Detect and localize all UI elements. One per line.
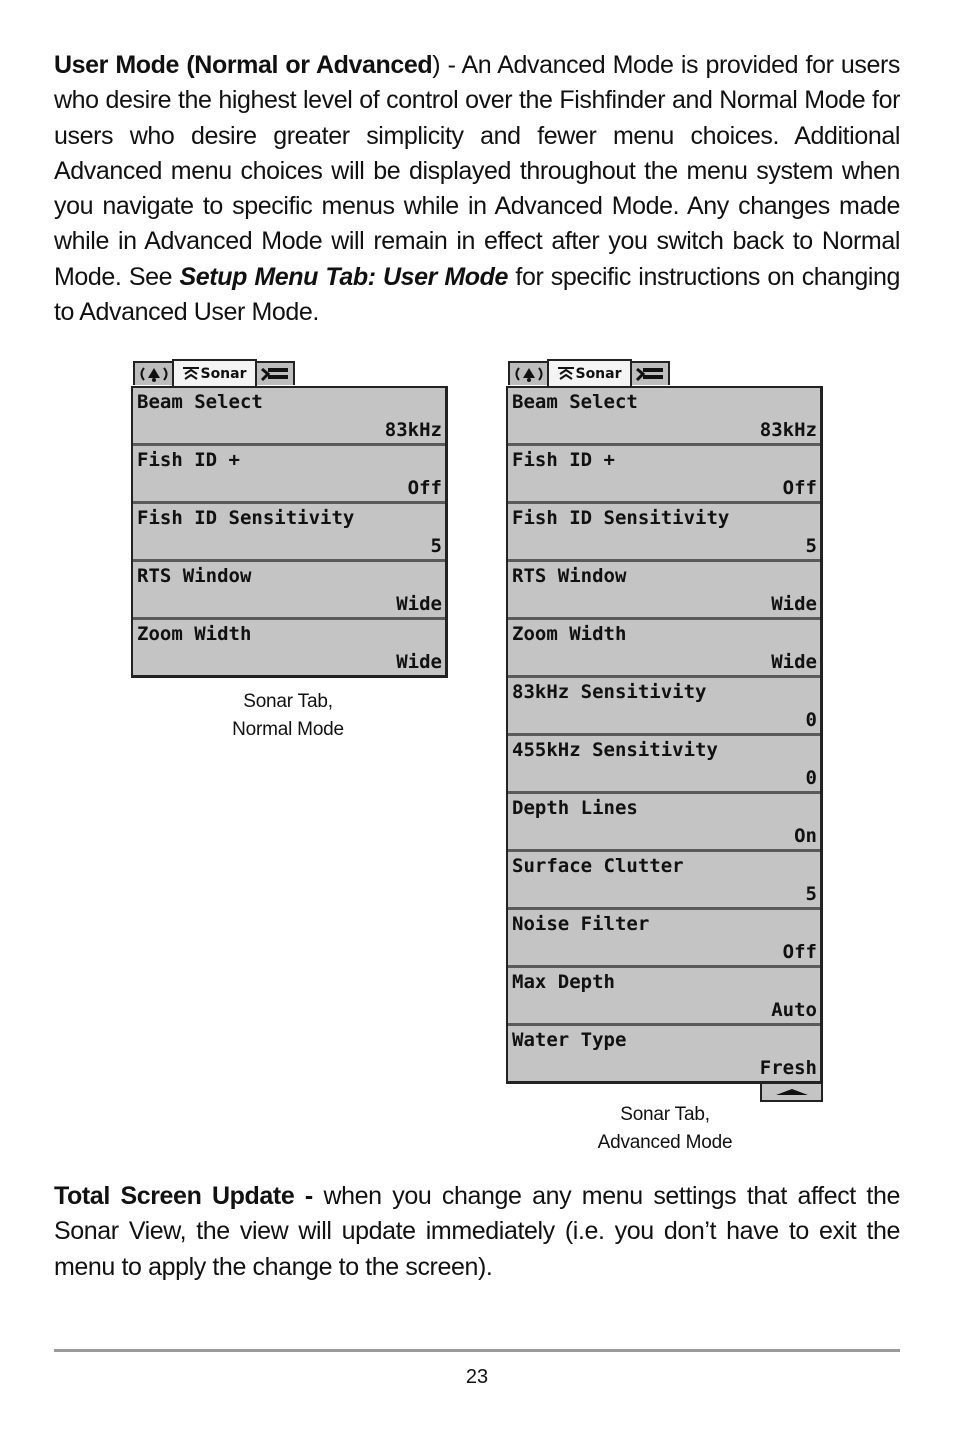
menu-item[interactable] xyxy=(508,968,820,1026)
menu-item-value: Wide xyxy=(771,651,817,673)
menu-item-label: Max Depth xyxy=(512,971,615,993)
sonar-icon xyxy=(182,367,200,381)
menu-item-value: 0 xyxy=(805,709,817,731)
menu-item-value: Wide xyxy=(771,593,817,615)
page-number: 23 xyxy=(465,1366,489,1388)
menu-item[interactable] xyxy=(133,446,445,504)
tab-setup[interactable] xyxy=(255,361,295,385)
menu-items xyxy=(506,386,823,1084)
menu-item-value: 83kHz xyxy=(759,419,817,441)
setup-reference: Setup Menu Tab: User Mode xyxy=(179,262,509,291)
menu-tabs xyxy=(131,359,448,386)
sonar-menu-normal xyxy=(131,359,448,678)
menu-item-label: Fish ID Sensitivity xyxy=(512,507,730,529)
menu-item[interactable] xyxy=(508,620,820,678)
menu-item-label: Water Type xyxy=(512,1029,627,1051)
menu-item[interactable] xyxy=(133,388,445,446)
sonar-menu-advanced xyxy=(506,359,823,1084)
menu-tabs xyxy=(506,359,823,386)
setup-wrench-icon xyxy=(635,366,665,382)
menu-item[interactable] xyxy=(133,562,445,620)
menu-item-label: 83kHz Sensitivity xyxy=(512,681,707,703)
menu-item-label: RTS Window xyxy=(137,565,252,587)
menu-item-value: Fresh xyxy=(759,1057,817,1079)
menu-item[interactable] xyxy=(508,852,820,910)
menu-item[interactable] xyxy=(508,910,820,968)
menu-item[interactable] xyxy=(133,504,445,562)
menu-item[interactable] xyxy=(508,388,820,446)
menu-item-value: 5 xyxy=(805,535,817,557)
menu-item[interactable] xyxy=(508,504,820,562)
tab-sonar[interactable] xyxy=(547,359,632,386)
menu-item-label: Beam Select xyxy=(137,391,263,413)
user-mode-term: User Mode (Normal or Advanced xyxy=(54,51,433,79)
tab-alarms[interactable] xyxy=(508,361,550,385)
menu-item[interactable] xyxy=(133,620,445,675)
caption-line: Normal Mode xyxy=(232,719,344,740)
menu-item-label: Depth Lines xyxy=(512,797,638,819)
menu-item-value: Wide xyxy=(396,593,442,615)
menu-item[interactable] xyxy=(508,678,820,736)
menu-item-value: Auto xyxy=(771,999,817,1021)
caption-normal-mode xyxy=(188,688,388,744)
scroll-up-arrow-icon xyxy=(772,1087,812,1097)
user-mode-paragraph xyxy=(54,48,900,330)
menu-item[interactable] xyxy=(508,446,820,504)
alarm-bell-icon xyxy=(512,366,546,382)
menu-item-label: RTS Window xyxy=(512,565,627,587)
menu-item[interactable] xyxy=(508,1026,820,1081)
caption-advanced-mode xyxy=(565,1101,765,1157)
tab-sonar-label: Sonar xyxy=(575,365,622,382)
menu-item-value: Off xyxy=(407,477,442,499)
menu-item-value: Wide xyxy=(396,651,442,673)
menu-item-value: On xyxy=(794,825,817,847)
scroll-up-button[interactable] xyxy=(760,1084,823,1102)
sonar-icon xyxy=(557,367,575,381)
setup-wrench-icon xyxy=(260,366,290,382)
menu-item-label: Noise Filter xyxy=(512,913,650,935)
menu-item-value: 83kHz xyxy=(384,419,442,441)
caption-line: Advanced Mode xyxy=(597,1132,733,1153)
menu-item-label: Zoom Width xyxy=(512,623,627,645)
tab-sonar[interactable] xyxy=(172,359,257,386)
alarm-bell-icon xyxy=(137,366,171,382)
menu-item-label: Beam Select xyxy=(512,391,638,413)
menu-item-label: Fish ID + xyxy=(137,449,240,471)
tab-setup[interactable] xyxy=(630,361,670,385)
tab-sonar-label: Sonar xyxy=(200,365,247,382)
menu-item-label: Zoom Width xyxy=(137,623,252,645)
tab-alarms[interactable] xyxy=(133,361,175,385)
total-update-text: when you change any menu settings that affect the Sonar View, the view will update immediately (i.e. you don’t have to exit the menu to apply the change to the screen). xyxy=(54,1182,900,1281)
menu-item-value: 5 xyxy=(805,883,817,905)
menu-item-label: Surface Clutter xyxy=(512,855,684,877)
menu-item-label: Fish ID Sensitivity xyxy=(137,507,355,529)
menu-item-value: 5 xyxy=(430,535,442,557)
footer-divider xyxy=(54,1349,900,1352)
menu-item[interactable] xyxy=(508,794,820,852)
menu-item-value: Off xyxy=(782,941,817,963)
total-screen-update-paragraph xyxy=(54,1179,900,1285)
caption-line: Sonar Tab, xyxy=(620,1104,710,1125)
menu-item-label: Fish ID + xyxy=(512,449,615,471)
menu-item[interactable] xyxy=(508,562,820,620)
menu-item-value: Off xyxy=(782,477,817,499)
caption-line: Sonar Tab, xyxy=(243,691,333,712)
total-update-term: Total Screen Update - xyxy=(54,1182,313,1210)
menu-item-value: 0 xyxy=(805,767,817,789)
user-mode-text-a: ) - An Advanced Mode is provided for users who desire the highest level of control over the Fishfinder and Normal Mode for users who desire greater simplicity and fewer menu choices. Additional Advanced menu choices will be displayed throughout the menu system when you navigate to specific menus while in Advanced Mode. Any changes made while in Advanced Mode will remain in effect after you switch back to Normal Mode. See xyxy=(54,51,900,291)
menu-item[interactable] xyxy=(508,736,820,794)
menu-item-label: 455kHz Sensitivity xyxy=(512,739,718,761)
menu-items xyxy=(131,386,448,678)
user-mode-text-b: for specific instructions on changing to Advanced User Mode. xyxy=(54,262,900,327)
